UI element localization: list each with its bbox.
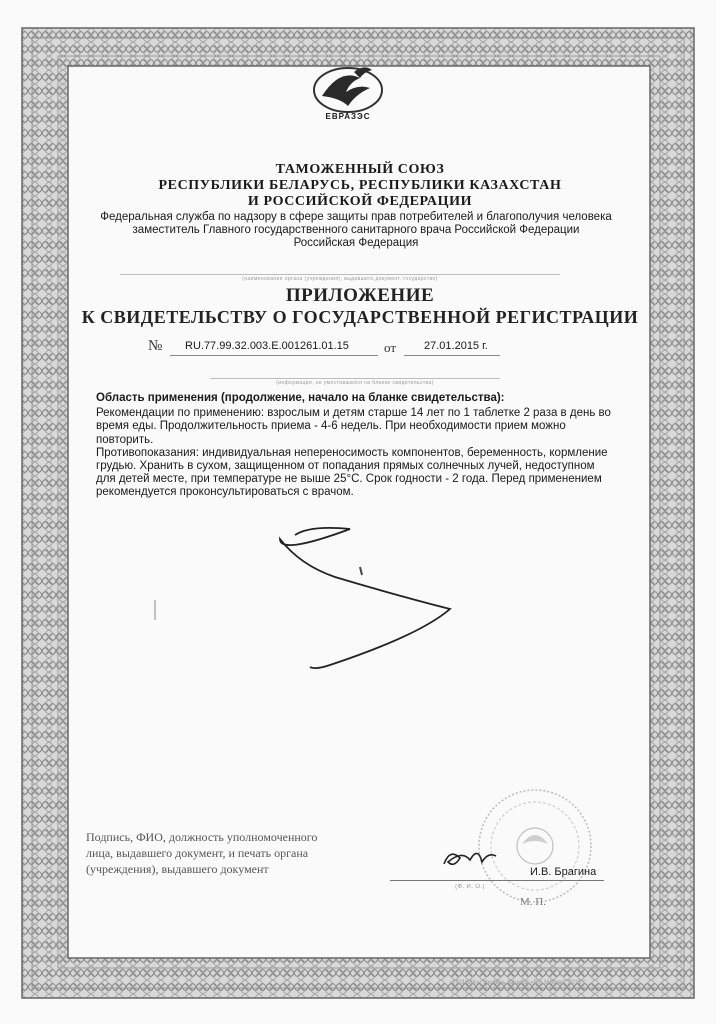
union-line-2: РЕСПУБЛИКИ БЕЛАРУСЬ, РЕСПУБЛИКИ КАЗАХСТАН <box>158 178 562 193</box>
agency-line-1: Федеральная служба по надзору в сфере защиты прав потребителей и благополучия человека <box>100 211 612 223</box>
signature-caption <box>86 829 386 877</box>
signer-caption: (Ф. И. О.) <box>455 884 485 890</box>
info-caption: (информация, не уместившаяся на бланке свидетельства) <box>276 380 434 386</box>
eurasec-logo <box>300 60 396 130</box>
document-subtitle: К СВИДЕТЕЛЬСТВУ О ГОСУДАРСТВЕННОЙ РЕГИСТРАЦИИ <box>81 307 639 327</box>
registration-number: RU.77.99.32.003.E.001261.01.15 <box>185 340 349 352</box>
date-underline <box>404 355 500 356</box>
agency-line-2: заместитель Главного государственного санитарного врача Российской Федерации <box>132 224 580 236</box>
union-line-1: ТАМОЖЕННЫЙ СОЮЗ <box>275 162 445 177</box>
cancellation-scribble <box>150 505 480 705</box>
signature-caption-line-1: Подпись, ФИО, должность уполномоченного <box>86 830 318 844</box>
usage-paragraph: Рекомендации по применению: взрослым и детям старше 14 лет по 1 таблетке 2 раза в день во время еды. Продолжительность приема - 4-6 недель. При необходимости прием можно повторить. <box>96 407 611 446</box>
eagle-emblem-icon <box>300 60 396 116</box>
registration-date: 27.01.2015 г. <box>424 340 488 352</box>
number-underline <box>170 355 378 356</box>
date-label: от <box>384 340 397 355</box>
agency-line-3: Российская Федерация <box>293 237 419 249</box>
contraindications-paragraph: Противопоказания: индивидуальная непереносимость компонентов, беременность, кормление грудью. Хранить в сухом, защищенном от попадания прямых солнечных лучей, недоступном для детей месте, при температуре не выше 25°С. Срок годности - 2 года. Перед применением рекомендуется проконсультироваться с врачом. <box>96 446 608 499</box>
logo-text: ЕВРАЗЭС <box>325 112 371 121</box>
info-underline <box>210 378 500 379</box>
document-title: ПРИЛОЖЕНИЕ <box>285 285 435 306</box>
footer-note: «ГОЗНАК», уровень защиты «Б», Москва, 2013 г. <box>450 980 587 986</box>
stamp-place-initials: М. П. <box>520 896 546 908</box>
agency-underline <box>120 274 560 275</box>
agency-caption: (наименование органа (учреждения), выдавшего документ, государство) <box>242 276 438 282</box>
union-line-3: И РОССИЙСКОЙ ФЕДЕРАЦИИ <box>247 194 473 209</box>
number-label: № <box>148 338 163 354</box>
signature-underline <box>390 880 604 881</box>
handwritten-signature <box>440 838 520 878</box>
application-heading: Область применения (продолжение, начало на бланке свидетельства): <box>96 392 505 404</box>
signer-name: И.В. Брагина <box>530 866 597 878</box>
signature-caption-line-2: лица, выдавшего документ, и печать органа <box>86 846 309 860</box>
application-text <box>96 392 616 500</box>
signature-caption-line-3: (учреждения), выдавшего документ <box>86 862 269 876</box>
